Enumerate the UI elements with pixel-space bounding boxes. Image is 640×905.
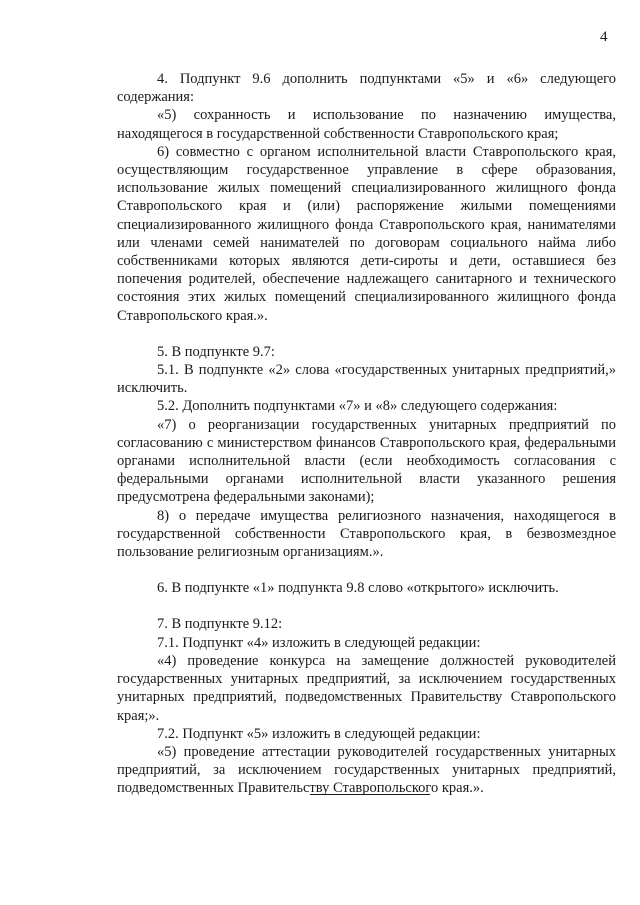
paragraph-subitem-6: 6) совместно с органом исполнительной власти Ставропольского края, осуществляющим государственное управление в сфере образования, использование жилых помещений специализированного жилищного фонда Ставропольского края и (или) распоряжение жилыми помещениями специализированного жилищного фонда Ставропольского края, нанимателями или членами семей нанимателей по договорам социального найма либо собственниками которых являются дети-сироты и дети, оставшиеся без попечения родителей, обеспечение надлежащего санитарного и технического состояния этих жилых помещений специализированного жилищного фонда Ставропольского края.». (117, 143, 616, 324)
paragraph-item-5-1: 5.1. В подпункте «2» слова «государственных унитарных предприятий,» исключить. (117, 362, 616, 397)
paragraph-item-7-2: 7.2. Подпункт «5» изложить в следующей редакции: (157, 725, 481, 742)
document-body (117, 70, 616, 798)
paragraph-item-5-2: 5.2. Дополнить подпунктами «7» и «8» следующего содержания: (157, 398, 558, 415)
paragraph-item-7: 7. В подпункте 9.12: (157, 616, 283, 633)
paragraph-item-4: 4. Подпункт 9.6 дополнить подпунктами «5» и «6» следующего содержания: (117, 71, 616, 106)
paragraph-item-5: 5. В подпункте 9.7: (157, 343, 275, 360)
paragraph-subitem-5: «5) сохранность и использование по назначению имущества, находящегося в государственной собственности Ставропольского края; (117, 107, 616, 142)
page-number: 4 (600, 29, 608, 45)
paragraph-subitem-4: «4) проведение конкурса на замещение должностей руководителей государственных унитарных предприятий, за исключением государственных унитарных предприятий, подведомственных Правительству Ставропольского края;». (117, 652, 616, 724)
paragraph-item-6: 6. В подпункте «1» подпункта 9.8 слово «открытого» исключить. (157, 580, 559, 597)
paragraph-subitem-7: «7) о реорганизации государственных унитарных предприятий по согласованию с министерством финансов Ставропольского края, федеральными органами исполнительной власти (если необходимость согласования с федеральными органами исполнительной власти указанного решения предусмотрена федеральными законами); (117, 416, 616, 506)
paragraph-item-7-1: 7.1. Подпункт «4» изложить в следующей редакции: (157, 634, 481, 651)
end-divider (310, 794, 430, 795)
paragraph-subitem-5-attestation: «5) проведение аттестации руководителей государственных унитарных предприятий, за исключением государственных унитарных предприятий, подведомственных Правительству Ставропольского края.». (117, 743, 616, 797)
paragraph-subitem-8: 8) о передаче имущества религиозного назначения, находящегося в государственной собственности Ставропольского края, в безвозмездное пользование религиозным организациям.». (117, 507, 616, 561)
